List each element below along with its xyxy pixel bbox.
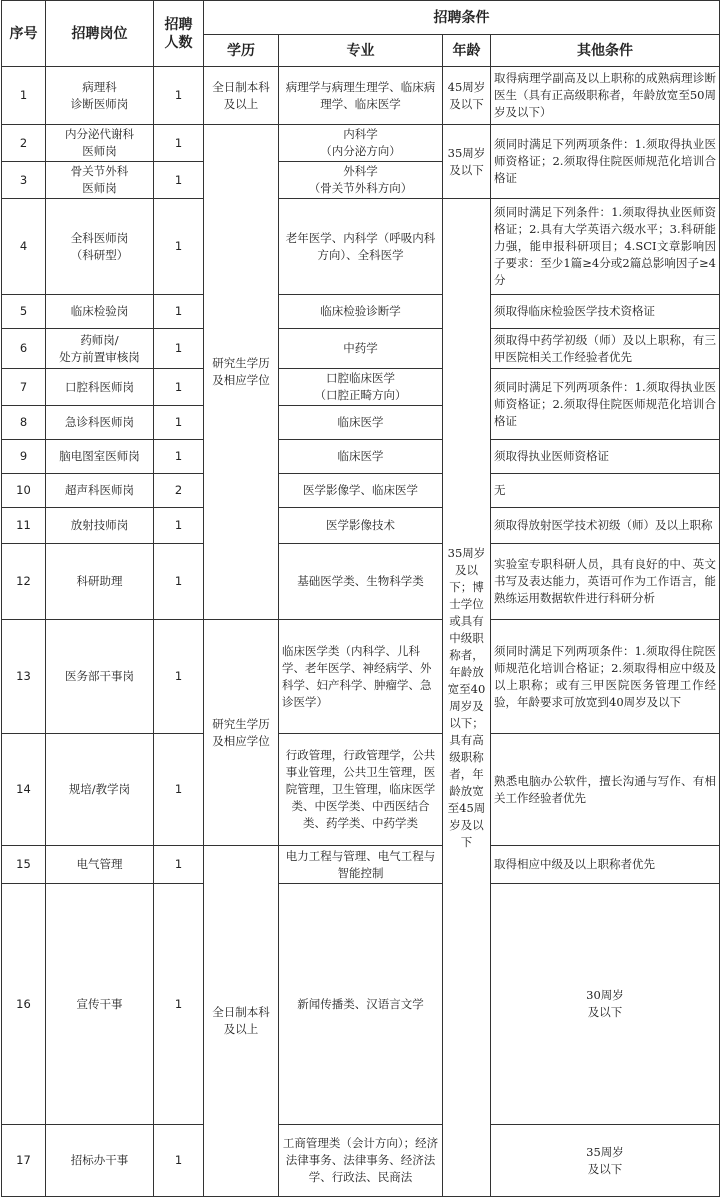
- cell-count: 1: [154, 369, 204, 406]
- cell-other: 须取得执业医师资格证: [491, 440, 720, 474]
- cell-major: 临床医学: [279, 406, 443, 440]
- cell-count: 1: [154, 508, 204, 544]
- cell-count: 1: [154, 162, 204, 199]
- cell-seq: 5: [2, 295, 46, 329]
- cell-seq: 12: [2, 544, 46, 620]
- cell-post: 口腔科医师岗: [46, 369, 154, 406]
- header-age: 年龄: [443, 35, 491, 67]
- cell-other: 须同时满足下列两项条件：1.须取得执业医师资格证；2.须取得住院医师规范化培训合格证: [491, 369, 720, 440]
- cell-count: 1: [154, 884, 204, 1125]
- cell-count: 1: [154, 295, 204, 329]
- cell-other: 须取得放射医学技术初级（师）及以上职称: [491, 508, 720, 544]
- table-row: [2, 1125, 720, 1197]
- cell-other: 取得病理学副高及以上职称的成熟病理诊断医生（具有正高级职称者，年龄放宽至50周岁及以下）: [491, 67, 720, 125]
- table-row: [2, 508, 720, 544]
- cell-post: 科研助理: [46, 544, 154, 620]
- cell-post: 医务部干事岗: [46, 620, 154, 734]
- cell-seq: 9: [2, 440, 46, 474]
- cell-count: 1: [154, 406, 204, 440]
- table-row: [2, 620, 720, 734]
- table-row: [2, 846, 720, 884]
- cell-count: 1: [154, 329, 204, 369]
- cell-age: 35周岁 及以下: [443, 125, 491, 199]
- cell-major: 口腔临床医学 （口腔正畸方向）: [279, 369, 443, 406]
- table-row: [2, 67, 720, 125]
- cell-post: 宣传干事: [46, 884, 154, 1125]
- header-count: 招聘 人数: [154, 1, 204, 67]
- cell-major: 病理学与病理生理学、临床病理学、临床医学: [279, 67, 443, 125]
- cell-post: 脑电图室医师岗: [46, 440, 154, 474]
- cell-education: 研究生学历 及相应学位: [204, 125, 279, 620]
- cell-other: 须取得中药学初级（师）及以上职称，有三甲医院相关工作经验者优先: [491, 329, 720, 369]
- header-major: 专业: [279, 35, 443, 67]
- cell-post: 放射技师岗: [46, 508, 154, 544]
- cell-age: 35周岁 及以下: [491, 1125, 720, 1197]
- cell-other: 须同时满足下列两项条件：1.须取得执业医师资格证；2.须取得住院医师规范化培训合格证: [491, 125, 720, 199]
- cell-post: 全科医师岗 （科研型）: [46, 199, 154, 295]
- cell-education: 全日制本科 及以上: [204, 67, 279, 125]
- cell-post: 超声科医师岗: [46, 474, 154, 508]
- cell-age: 30周岁 及以下: [491, 884, 720, 1125]
- cell-major: 新闻传播类、汉语言文学: [279, 884, 443, 1125]
- cell-major: 工商管理类（会计方向）；经济法律事务、法律事务、经济法学、行政法、民商法: [279, 1125, 443, 1197]
- cell-education: 全日制本科 及以上: [204, 846, 279, 1197]
- cell-other: 实验室专职科研人员，具有良好的中、英文书写及表达能力，英语可作为工作语言，能熟练运用数据软件进行科研分析: [491, 544, 720, 620]
- table-row: [2, 369, 720, 406]
- header-conditions: 招聘条件: [204, 1, 720, 35]
- cell-other: 须同时满足下列条件：1.须取得执业医师资格证；2.具有大学英语六级水平；3.科研能力强，能申报科研项目；4.SCI文章影响因子要求：至少1篇≥4分或2篇总影响因子≥4分: [491, 199, 720, 295]
- table-row: [2, 544, 720, 620]
- cell-post: 药师岗/ 处方前置审核岗: [46, 329, 154, 369]
- cell-seq: 11: [2, 508, 46, 544]
- cell-other: 无: [491, 474, 720, 508]
- cell-post: 急诊科医师岗: [46, 406, 154, 440]
- cell-count: 1: [154, 544, 204, 620]
- cell-post: 临床检验岗: [46, 295, 154, 329]
- table-row: [2, 474, 720, 508]
- cell-major: 内科学 （内分泌方向）: [279, 125, 443, 162]
- cell-age: 45周岁 及以下: [443, 67, 491, 125]
- table-row: [2, 329, 720, 369]
- cell-seq: 8: [2, 406, 46, 440]
- cell-other: 须同时满足下列两项条件：1.须取得住院医师规范化培训合格证；2.须取得相应中级及以上职称；或有三甲医院医务管理工作经验，年龄要求可放宽到40周岁及以下: [491, 620, 720, 734]
- cell-seq: 7: [2, 369, 46, 406]
- table-row: [2, 199, 720, 295]
- cell-count: 1: [154, 440, 204, 474]
- cell-major: 老年医学、内科学（呼吸内科方向）、全科医学: [279, 199, 443, 295]
- cell-count: 1: [154, 846, 204, 884]
- cell-seq: 4: [2, 199, 46, 295]
- cell-major: 临床医学类（内科学、儿科学、老年医学、神经病学、外科学、妇产科学、肿瘤学、急诊医学）: [279, 620, 443, 734]
- cell-seq: 14: [2, 734, 46, 846]
- cell-seq: 16: [2, 884, 46, 1125]
- cell-major: 行政管理，行政管理学，公共事业管理，公共卫生管理，医院管理，卫生管理，临床医学类、中医学类、中西医结合类、药学类、中药学类: [279, 734, 443, 846]
- cell-major: 电力工程与管理、电气工程与智能控制: [279, 846, 443, 884]
- cell-major: 医学影像技术: [279, 508, 443, 544]
- header-post: 招聘岗位: [46, 1, 154, 67]
- cell-seq: 2: [2, 125, 46, 162]
- recruitment-table: [1, 0, 720, 1197]
- cell-count: 1: [154, 1125, 204, 1197]
- cell-post: 规培/教学岗: [46, 734, 154, 846]
- cell-post: 招标办干事: [46, 1125, 154, 1197]
- cell-seq: 15: [2, 846, 46, 884]
- cell-post: 内分泌代谢科 医师岗: [46, 125, 154, 162]
- cell-major: 临床医学: [279, 440, 443, 474]
- header-other: 其他条件: [491, 35, 720, 67]
- cell-other: 须取得临床检验医学技术资格证: [491, 295, 720, 329]
- cell-count: 1: [154, 620, 204, 734]
- table-row: [2, 884, 720, 1125]
- cell-age: 35周岁 及以 下；博 士学位 或具有 中级职 称者， 年龄放 宽至40 周岁及 以下； 具有高 级职称 者，年 龄放宽 至45周 岁及以 下: [443, 199, 491, 1197]
- cell-post: 骨关节外科 医师岗: [46, 162, 154, 199]
- cell-seq: 3: [2, 162, 46, 199]
- cell-post: 病理科 诊断医师岗: [46, 67, 154, 125]
- header-seq: 序号: [2, 1, 46, 67]
- cell-post: 电气管理: [46, 846, 154, 884]
- cell-seq: 17: [2, 1125, 46, 1197]
- cell-seq: 6: [2, 329, 46, 369]
- cell-other: 熟悉电脑办公软件，擅长沟通与写作、有相关工作经验者优先: [491, 734, 720, 846]
- cell-education: 研究生学历 及相应学位: [204, 620, 279, 846]
- table-row: [2, 734, 720, 846]
- cell-count: 2: [154, 474, 204, 508]
- table-row: [2, 125, 720, 162]
- cell-seq: 1: [2, 67, 46, 125]
- cell-major: 临床检验诊断学: [279, 295, 443, 329]
- cell-major: 外科学 （骨关节外科方向）: [279, 162, 443, 199]
- header-education: 学历: [204, 35, 279, 67]
- cell-major: 基础医学类、生物科学类: [279, 544, 443, 620]
- cell-major: 医学影像学、临床医学: [279, 474, 443, 508]
- cell-other: 取得相应中级及以上职称者优先: [491, 846, 720, 884]
- table-row: [2, 440, 720, 474]
- cell-count: 1: [154, 199, 204, 295]
- cell-seq: 13: [2, 620, 46, 734]
- cell-count: 1: [154, 67, 204, 125]
- cell-major: 中药学: [279, 329, 443, 369]
- cell-count: 1: [154, 734, 204, 846]
- table-row: [2, 295, 720, 329]
- cell-seq: 10: [2, 474, 46, 508]
- cell-count: 1: [154, 125, 204, 162]
